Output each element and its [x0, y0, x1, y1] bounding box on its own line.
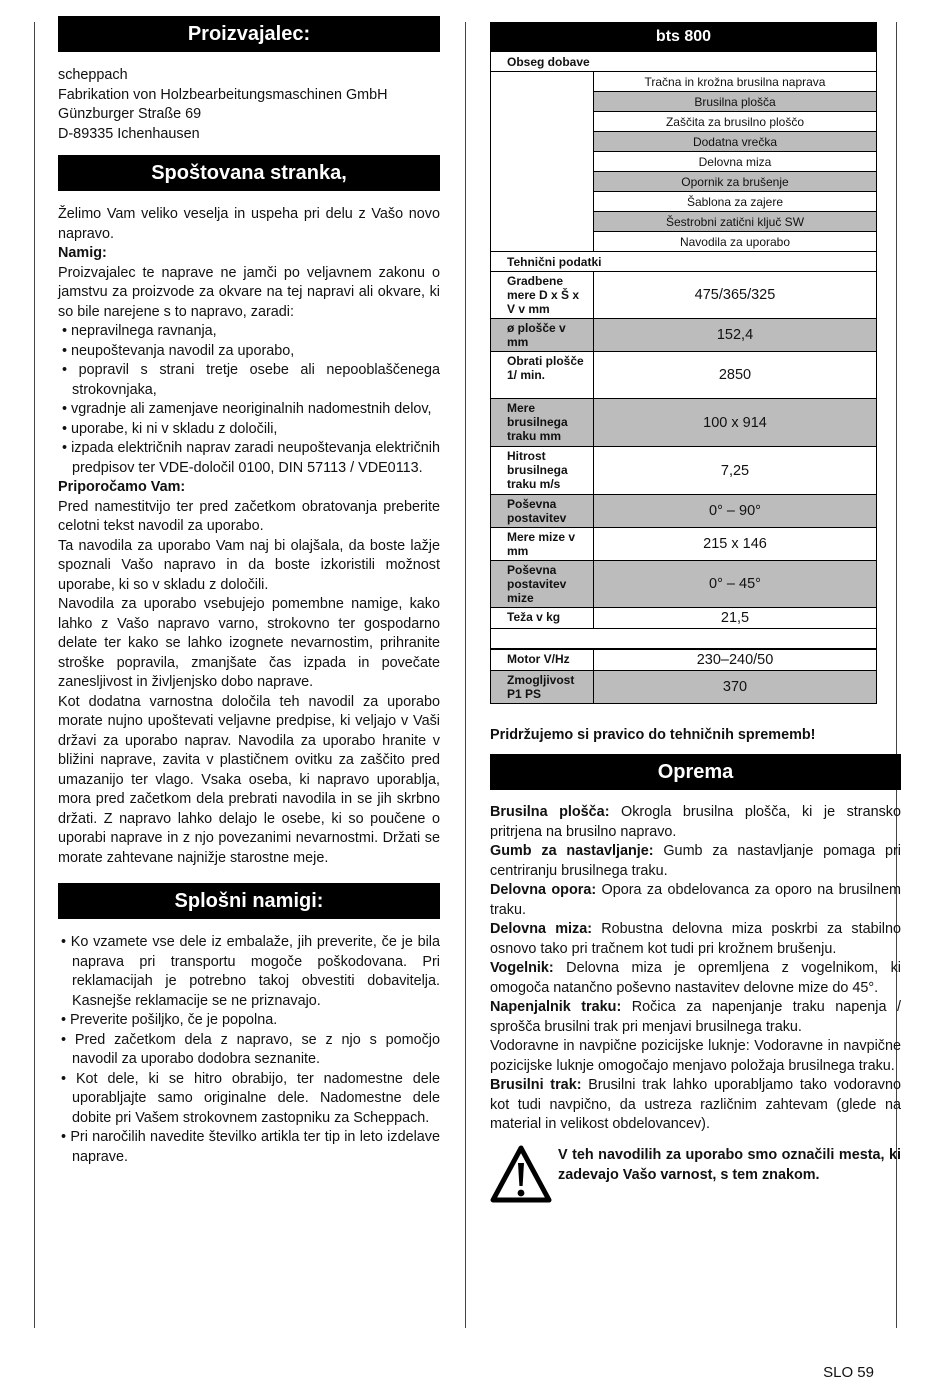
list-item: • popravil s strani tretje osebe ali nepooblaščenega strokovnjaka, [62, 362, 440, 398]
equipment-desc: Vodoravne in navpične pozicijske luknje: Vodoravne in navpične pozicijske luknje omogočajo menjavo položaja brusilnega traku. [490, 1038, 901, 1074]
spec-value: 475/365/325 [594, 272, 877, 319]
spec-label: Poševna postavitev [491, 495, 594, 528]
equipment-term: Brusilna plošča: [490, 804, 610, 820]
spec-label: Mere brusilnega traku mm [491, 399, 594, 447]
address-line: Günzburger Straße 69 [58, 106, 202, 122]
warning-note [490, 1145, 901, 1185]
equipment-term: Vogelnik: [490, 960, 554, 976]
manufacturer-heading: Proizvajalec: [58, 16, 440, 52]
equipment-desc: Brusilni trak lahko uporabljamo tako vodoravno kot tudi navpično, da ustreza različnim zahtevam (glede na material in velikost obdelovancev). [490, 1077, 901, 1132]
table-row [491, 528, 877, 561]
spec-value: 370 [594, 670, 877, 703]
column-divider-rule [465, 22, 466, 1328]
page-number: SLO 59 [823, 1364, 874, 1381]
spec-label: Hitrost brusilnega traku m/s [491, 447, 594, 495]
address-line: scheppach [58, 67, 128, 83]
equipment-item [490, 803, 901, 842]
spec-table [490, 22, 877, 704]
equipment-item [490, 998, 901, 1037]
equipment-desc: Ročica za napenjanje traku napenja / sprošča brusilni trak pri menjavi brusilnega traku. [490, 999, 901, 1035]
equipment-desc: Gumb za nastavljanje pomaga pri centriranju brusilnega traku. [490, 843, 901, 879]
list-item: • neupoštevanja navodil za uporabo, [62, 342, 295, 359]
spec-value: 7,25 [594, 447, 877, 495]
spec-value: 230–240/50 [594, 649, 877, 670]
spec-label: Teža v kg [491, 608, 594, 629]
spec-value: 0° – 45° [594, 561, 877, 608]
equipment-term: Delovna opora: [490, 882, 597, 898]
spec-value: 100 x 914 [594, 399, 877, 447]
hint-bullet-list [58, 322, 440, 478]
table-row [491, 447, 877, 495]
equipment-desc: Robustna delovna miza poskrbi za stabilno osnovo tako pri tračnem kot tudi pri krožnem brušenju. [490, 921, 902, 957]
list-item: • izpada električnih naprav zaradi neupoštevanja električnih predpisov ter VDE-določil 0100, DIN 57113 / VDE0113. [62, 440, 440, 476]
spec-label: Poševna postavitev mize [491, 561, 594, 608]
customer-heading: Spoštovana stranka, [58, 155, 440, 191]
table-row [491, 272, 877, 319]
recommend-paragraph: Pred namestitvijo ter pred začetkom obratovanja preberite celotni tekst navodil za uporabo. [58, 498, 440, 534]
spec-value: 215 x 146 [594, 528, 877, 561]
spec-value: 152,4 [594, 319, 877, 352]
scope-item: Opornik za brušenje [594, 172, 877, 192]
recommend-paragraph: Kot dodatna varnostna določila teh navodil za uporabo morate nujno upoštevati veljavne predpise, ki veljajo v Vaši državi za uporabo naprav. Navodila za uporabo hranite v bližini naprave, zavita v plastičnem ovitku za zaščito pred umazanijo ter vlago. Vsaka oseba, ki napravo uporablja, mora pred začetkom dela prebrati navodila in se jih skrbno držati. Z napravo lahko delajo le osebe, ki so poučene o uporabi naprave in z njo povezanimi nevarnostmi. Držati se morate zahtevane najnižje starostne meje. [58, 693, 440, 866]
equipment-term: Gumb za nastavljanje: [490, 843, 654, 859]
spec-value: 0° – 90° [594, 495, 877, 528]
equipment-item [490, 920, 901, 959]
list-item: • vgradnje ali zamenjave neoriginalnih nadomestnih delov, [62, 401, 432, 417]
equipment-desc: Delovna miza je opremljena z vogelnikom, ki omogoča natančno poševno nastavitev delovne mize do 45°. [490, 960, 901, 996]
scope-item: Zaščita za brusilno ploščo [594, 112, 877, 132]
scope-item: Dodatna vrečka [594, 132, 877, 152]
spec-value: 2850 [594, 352, 877, 399]
table-row [491, 495, 877, 528]
manufacturer-address [58, 66, 440, 144]
table-row [491, 561, 877, 608]
right-column [490, 22, 901, 1203]
spec-label: Zmogljivost P1 PS [491, 670, 594, 703]
list-item: • Ko vzamete vse dele iz embalaže, jih preverite, če je bila naprava pri transportu mogoče poškodovana. Pri reklamacijah je potrebno takoj obvestiti dobavitelja. Kasnejše reklamacije se ne priznavajo. [61, 934, 440, 1009]
warning-text: V teh navodilih za uporabo smo označili mesta, ki zadevajo Vašo varnost, s tem znakom. [558, 1146, 901, 1183]
spec-label: Obrati plošče 1/ min. [491, 352, 594, 399]
list-item: • Preverite pošiljko, če je popolna. [61, 1012, 278, 1028]
spec-title: bts 800 [491, 23, 877, 52]
general-heading: Splošni namigi: [58, 883, 440, 919]
list-item: • Pri naročilih navedite številko artikla ter tip in leto izdelave naprave. [61, 1129, 440, 1165]
equipment-item [490, 842, 901, 881]
scope-item: Navodila za uporabo [594, 232, 877, 252]
table-row [491, 352, 877, 399]
spec-label: Mere mize v mm [491, 528, 594, 561]
left-column [58, 16, 440, 1167]
scope-item: Brusilna plošča [594, 92, 877, 112]
address-line: Fabrikation von Holzbearbeitungsmaschinen GmbH [58, 86, 388, 103]
equipment-term: Brusilni trak: [490, 1077, 582, 1093]
equipment-term: Napenjalnik traku: [490, 999, 622, 1015]
equipment-desc: Opora za obdelovanca za oporo na brusilnem traku. [490, 882, 901, 918]
equipment-item [490, 959, 901, 998]
scope-blank-cell [491, 72, 594, 252]
recommend-paragraph: Ta navodila za uporabo Vam naj bi olajšala, da boste lažje spoznali Vašo napravo in da boste izkoristili možnost uporabe, ki so v skladu z določili. [58, 537, 440, 593]
list-item: • uporabe, ki ni v skladu z določili, [62, 420, 278, 437]
equipment-item [490, 881, 901, 920]
equipment-item [490, 1037, 901, 1076]
hint-label: Namig: [58, 245, 107, 261]
warning-triangle-icon [490, 1145, 552, 1203]
hint-paragraph: Proizvajalec te naprave ne jamči po veljavnem zakonu o jamstvu za proizvode za okvare na tej napravi ali okvare, ki so bile narejene s to napravo, zaradi: [58, 264, 440, 320]
table-row [491, 319, 877, 352]
equipment-term: Delovna miza: [490, 921, 593, 937]
equipment-desc: Okrogla brusilna plošča, ki je stransko pritrjena na brusilno napravo. [490, 804, 901, 840]
list-item: • Pred začetkom dela z napravo, se z njo s pomočjo navodil za uporabo dodobra seznanite. [61, 1031, 440, 1067]
spec-value: 21,5 [594, 608, 877, 629]
table-spacer [491, 629, 877, 650]
list-item: • nepravilnega ravnanja, [62, 323, 217, 339]
table-row [491, 608, 877, 629]
table-row [491, 670, 877, 703]
scope-item: Delovna miza [594, 152, 877, 172]
scope-item: Šestrobni zatični ključ SW [594, 212, 877, 232]
general-bullet-list [58, 933, 440, 1167]
spec-label: Gradbene mere D x Š x V v mm [491, 272, 594, 319]
spec-label: Motor V/Hz [491, 649, 594, 670]
address-line: D-89335 Ichenhausen [58, 125, 200, 142]
scope-item: Šablona za zajere [594, 192, 877, 212]
spec-label: ø plošče v mm [491, 319, 594, 352]
table-row [491, 649, 877, 670]
intro-paragraph: Želimo Vam veliko veselja in uspeha pri delu z Vašo novo napravo. [58, 206, 440, 242]
tech-label: Tehnični podatki [491, 252, 877, 272]
table-row [491, 399, 877, 447]
scope-item: Tračna in krožna brusilna naprava [594, 72, 877, 92]
scope-label: Obseg dobave [491, 52, 877, 72]
list-item: • Kot dele, ki se hitro obrabijo, ter nadomestne dele uporabljajte samo originalne dele. Nadomestne dele dobite pri Vašem strokovnem zastopniku za Scheppach. [61, 1070, 440, 1126]
left-margin-rule [34, 22, 35, 1328]
equipment-item [490, 1076, 901, 1135]
reserve-note: Pridržujemo si pravico do tehničnih sprememb! [490, 726, 816, 743]
equipment-heading: Oprema [490, 754, 901, 790]
recommend-paragraph: Navodila za uporabo vsebujejo pomembne namige, kako lahko z Vašo napravo varno, strokovno ter gospodarno delate ter kako se lahko izognete nevarnostim, prihranite stroške popravila, zmanjšate čas izpada in povečate zanesljivost in življenjsko dobo naprave. [58, 596, 440, 690]
recommend-label: Priporočamo Vam: [58, 479, 186, 495]
